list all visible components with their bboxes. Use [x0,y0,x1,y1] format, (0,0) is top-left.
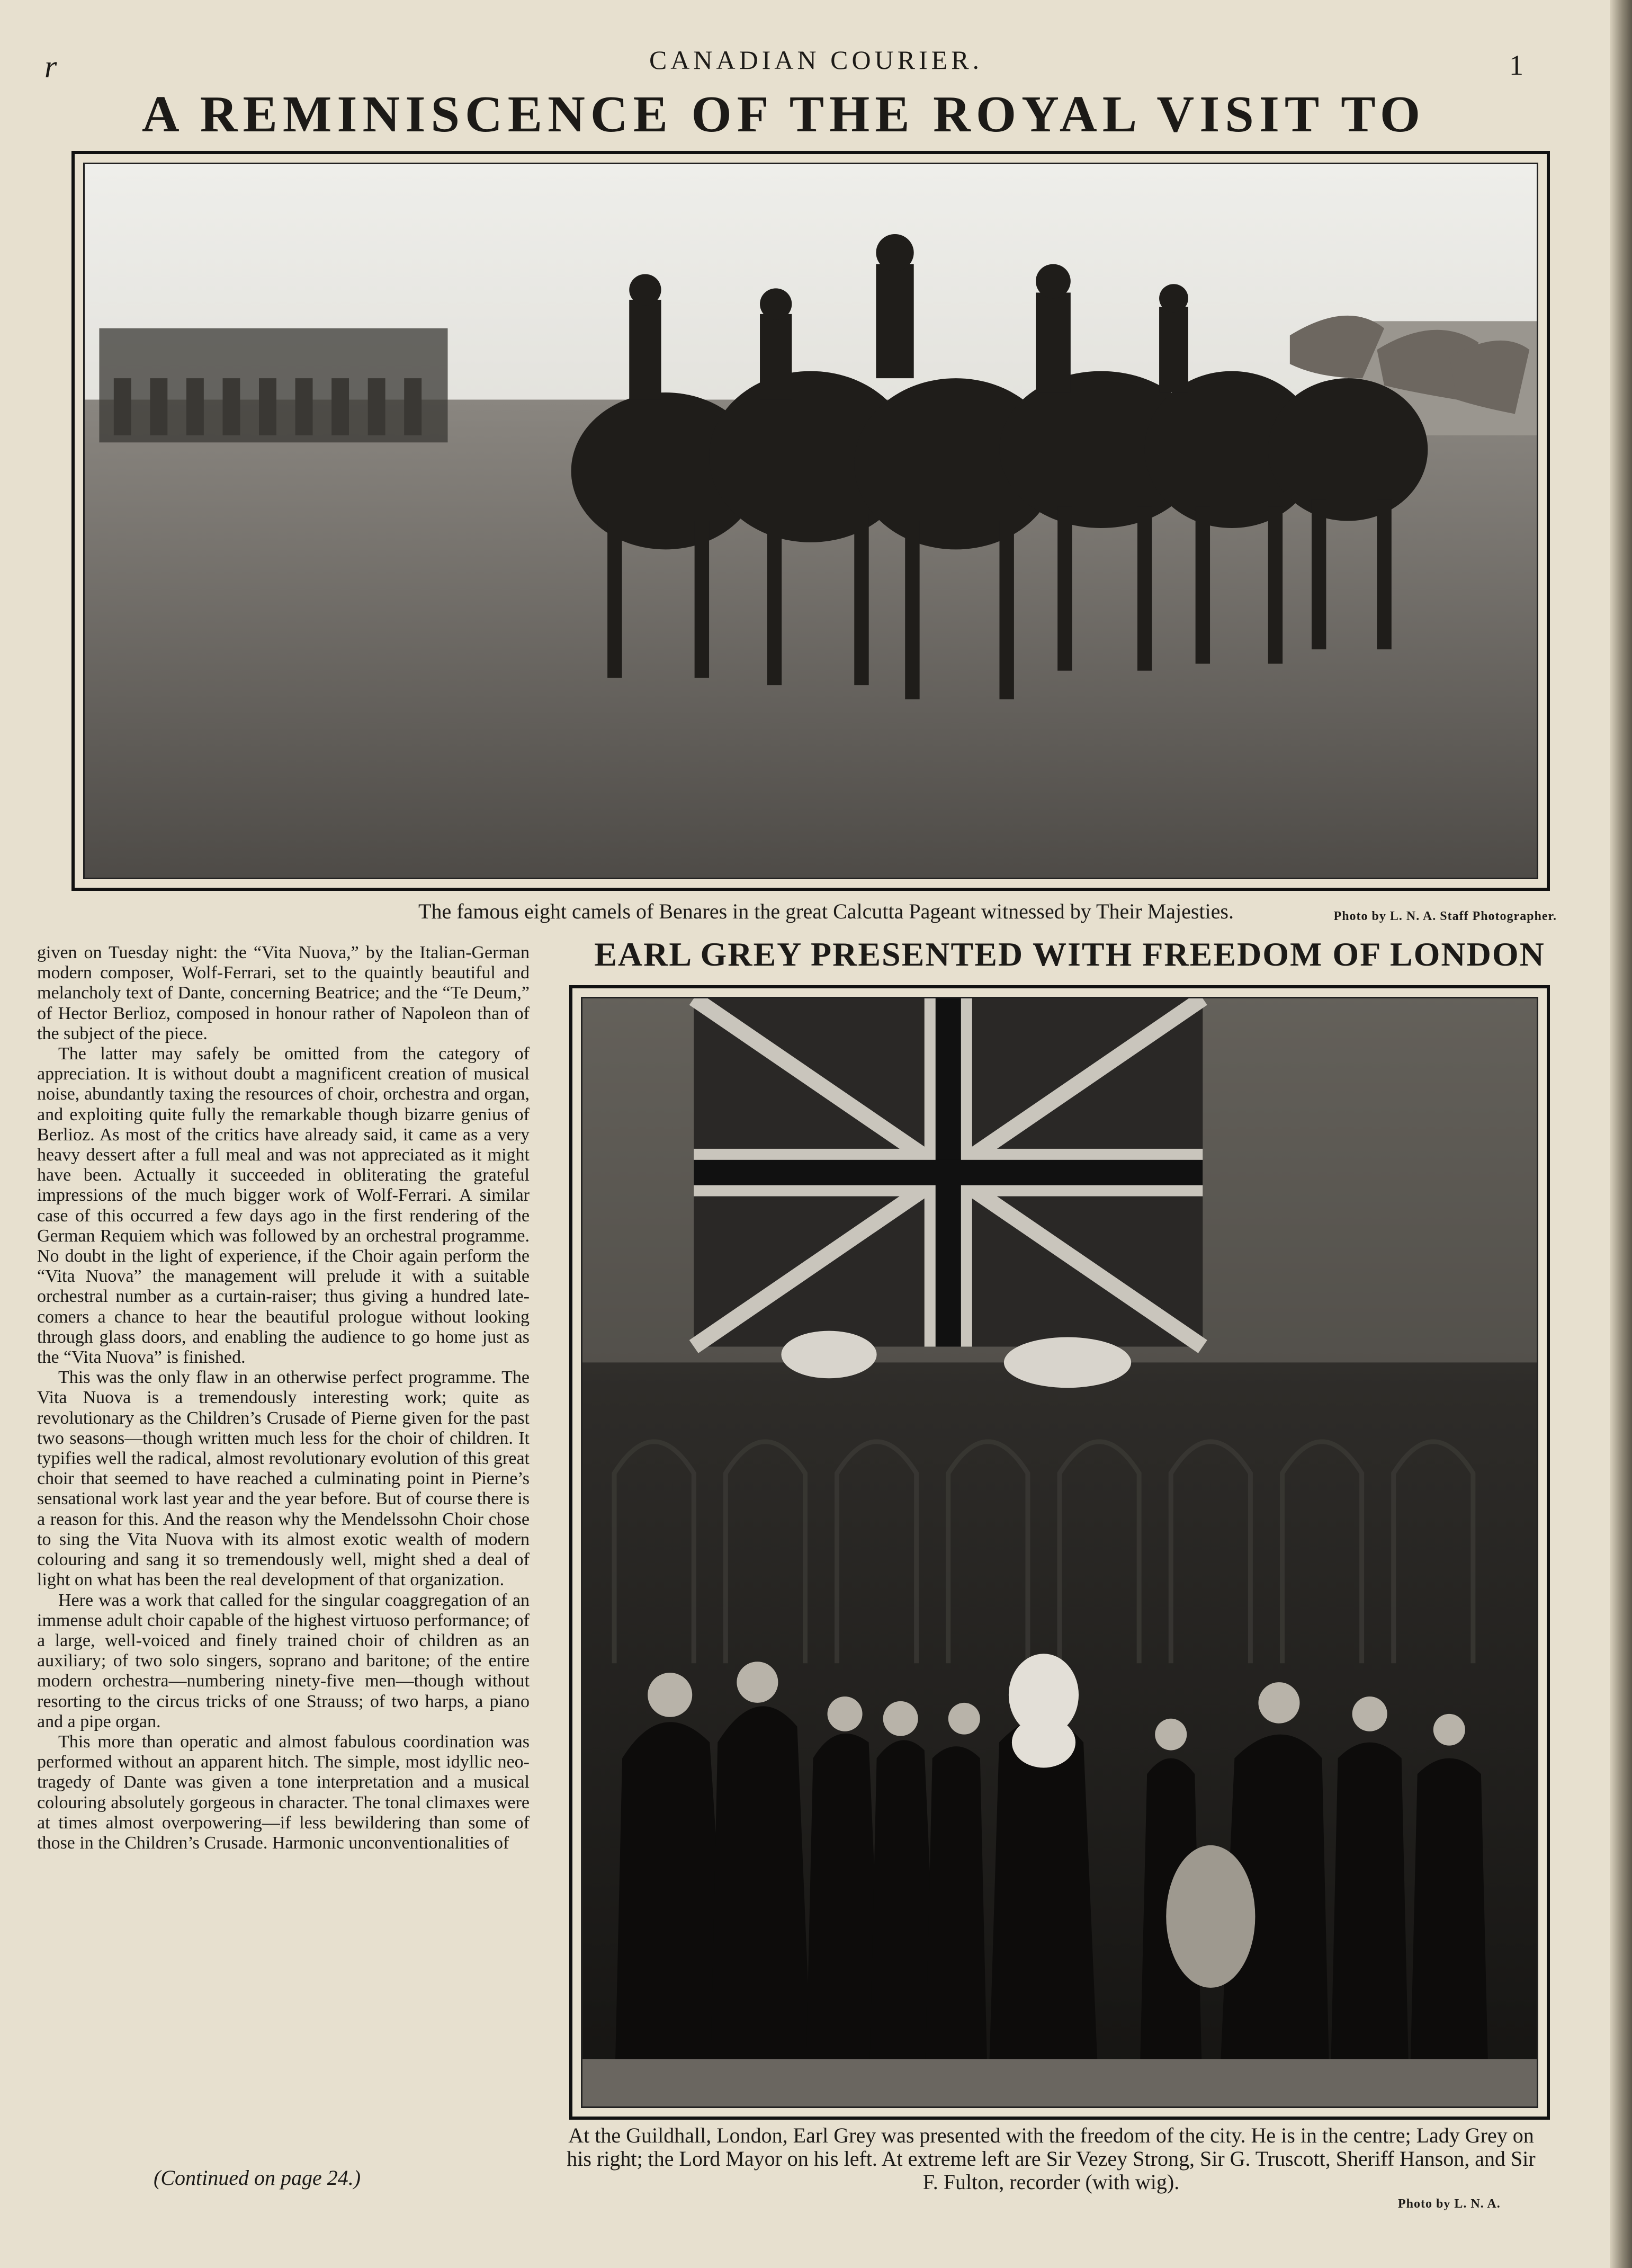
article-paragraph: The latter may safely be omitted from the category of appreciation. It is without doubt a magnificent creation of musical noise, abundantly taxing the resources of choir, orchestra and organ, and exploiting quite fully the remarkable though bizarre genius of Berlioz. As most of the critics have already said, it came as a very heavy dessert after a full meal and was not appreciated as it might have been. Actually it succeeded in obliterating the grateful impressions of the much bigger work of Wolf-Ferrari. A similar case of this occurred a few days ago in the first rendering of the German Requiem which was followed by an orchestral programme. No doubt in the light of experience, if the Choir again perform the “Vita Nuova” the management will prelude it with a suitable orchestral number as a curtain-raiser; thus giving a hundred late-comers a chance to hear the beautiful prologue without looking through glass doors, and enabling the audience to go home just as the “Vita Nuova” is finished. [37,1044,530,1368]
guildhall-photo-credit: Photo by L. N. A. [1398,2197,1501,2211]
camels-photo [83,163,1538,879]
main-headline: A REMINISCENCE OF THE ROYAL VISIT TO [141,86,1426,143]
camels-caption: The famous eight camels of Benares in the great Calcutta Pageant witnessed by Their Majesties. [418,899,1234,923]
publication-title: CANADIAN COURIER. [649,45,983,75]
article-paragraph: given on Tuesday night: the “Vita Nuova,” by the Italian-German modern composer, Wolf-Ferrari, set to the quaintly beautiful and melancholy text of Dante, concerning Beatrice; and the “Te Deum,” of Hector Berlioz, composed in honour rather of Napoleon than of the subject of the piece. [37,943,530,1043]
guildhall-photo-frame [569,985,1550,2120]
freedom-of-london-headline: EARL GREY PRESENTED WITH FREEDOM OF LONDON [594,935,1545,973]
article-paragraph: This was the only flaw in an otherwise perfect programme. The Vita Nuova is a tremendously interesting work; quite as revolutionary as the Children’s Crusade of Pierne given for the past two seasons—though written much less for the choir of children. It typifies well the radical, almost revolutionary evolution of this great choir that seemed to have reached a culminating point in Pierne’s sensational work last year and the year before. But of course there is a reason for this. And the reason why the Mendelssohn Choir chose to sing the Vita Nuova with its almost exotic wealth of modern colouring and sang it so tremendously well, might shed a deal of light on what has been the real development of that organization. [37,1368,530,1590]
camels-photo-credit: Photo by L. N. A. Staff Photographer. [1333,909,1557,923]
article-paragraph: Here was a work that called for the singular coaggregation of an immense adult choir capable of the highest virtuoso performance; of a large, well-voiced and finely trained choir of children as an auxiliary; of two solo singers, soprano and baritone; of the entire modern orchestra—numbering ninety-five men—though without resorting to the circus tricks of one Strauss; of two harps, a piano and a pipe organ. [37,1590,530,1731]
paper-edge [1610,0,1632,2268]
guildhall-photo [581,997,1538,2108]
page-mark: r [44,49,57,84]
camels-photo-frame [71,151,1550,891]
article-paragraph: This more than operatic and almost fabulous coordination was performed without an apparent hitch. The simple, most idyllic neo-tragedy of Dante was given a tone interpretation and a musical colouring absolutely gorgeous in character. The tonal climaxes were at times almost overpowering—if less bewildering than some of those in the Children’s Crusade. Harmonic unconventionalities of [37,1731,530,1853]
page-number: 1 [1509,49,1523,81]
continued-note: (Continued on page 24.) [154,2166,361,2190]
article-column [37,943,530,2177]
guildhall-caption: At the Guildhall, London, Earl Grey was presented with the freedom of the city. He is in the centre; Lady Grey on his right; the Lord Mayor on his left. At extreme left are Sir Vezey Strong, Sir G. Truscott, Sheriff Hanson, and Sir F. Fulton, recorder (with wig). [567,2123,1536,2194]
